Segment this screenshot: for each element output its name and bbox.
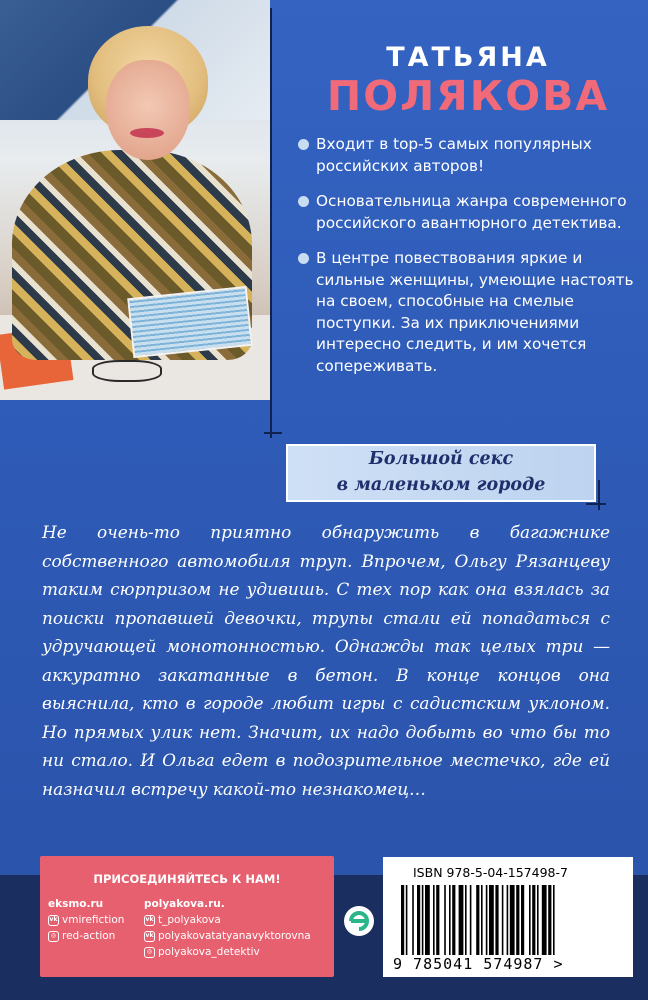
author-site-link[interactable]: polyakova.ru. — [144, 898, 225, 910]
bullet-text: В центре повествования яркие и сильные женщины, умеющие настоять на своем, способные на смелые поступки. За их приключениями интересно следить, и им хочется сопереживать. — [316, 249, 634, 375]
barcode-bar — [412, 885, 414, 955]
isbn-digits: 9 785041 574987 > — [393, 955, 564, 973]
social-handle: vmirefiction — [62, 914, 125, 926]
social-vk-link[interactable] — [48, 912, 124, 928]
barcode-bar — [532, 885, 535, 955]
barcode-bar — [548, 885, 551, 955]
book-title-line1: Большой секс — [368, 449, 514, 469]
social-handle: t_polyakova — [158, 914, 221, 926]
eksmo-logo-icon — [342, 904, 376, 938]
barcode-bar — [489, 885, 494, 955]
barcode-bar — [452, 885, 455, 955]
author-first-name: ТАТЬЯНА — [386, 42, 550, 73]
barcode-bar — [486, 885, 488, 955]
barcode-bar — [510, 885, 515, 955]
social-instagram-link[interactable] — [144, 944, 311, 960]
instagram-icon: ◎ — [48, 931, 59, 942]
barcode-bar — [417, 885, 420, 955]
barcode-bar — [542, 885, 547, 955]
author-photo — [0, 0, 270, 400]
barcode-bar — [444, 885, 446, 955]
barcode-bar — [529, 885, 531, 955]
bullet-icon — [298, 196, 309, 207]
barcode-bar — [465, 885, 467, 955]
barcode-bar — [401, 885, 404, 955]
barcode-bar — [422, 885, 424, 955]
book-title — [286, 446, 596, 498]
social-handle: red-action — [62, 930, 116, 942]
barcode-bar — [507, 885, 509, 955]
decor-line — [270, 8, 272, 438]
barcode-bar — [495, 885, 498, 955]
barcode-bar — [425, 885, 430, 955]
barcode-bar — [553, 885, 555, 955]
list-item — [296, 248, 636, 377]
decor-line — [598, 480, 600, 510]
eksmo-site-link[interactable]: eksmo.ru — [48, 898, 104, 910]
bullet-text: Входит в top-5 самых популярных российских авторов! — [316, 135, 592, 175]
author-facts-list — [296, 134, 636, 391]
barcode-bar — [470, 885, 472, 955]
bullet-icon — [298, 253, 309, 264]
social-heading: ПРИСОЕДИНЯЙТЕСЬ К НАМ! — [93, 872, 281, 886]
barcode-bar — [449, 885, 451, 955]
social-vk-link[interactable] — [144, 928, 311, 944]
social-panel — [40, 856, 334, 977]
barcode-bar — [481, 885, 483, 955]
barcode-bar — [406, 885, 408, 955]
book-title-line2: в маленьком городе — [336, 475, 546, 495]
list-item — [296, 134, 636, 177]
barcode-bar — [476, 885, 479, 955]
list-item — [296, 191, 636, 234]
isbn-barcode-box — [383, 857, 633, 977]
vk-icon: vk — [144, 931, 155, 942]
barcode-bar — [502, 885, 504, 955]
instagram-icon: ◎ — [144, 947, 155, 958]
barcode-bar — [436, 885, 439, 955]
decor-line — [264, 432, 282, 434]
social-column-author — [144, 896, 311, 960]
vk-icon: vk — [144, 915, 155, 926]
barcode-bar — [433, 885, 435, 955]
social-column-eksmo — [48, 896, 124, 944]
barcode-bar — [516, 885, 519, 955]
barcode-bar — [537, 885, 539, 955]
barcode-bar — [521, 885, 524, 955]
isbn-label: ISBN 978-5-04-157498-7 — [413, 865, 568, 880]
book-blurb: Не очень-то приятно обнаружить в багажнике собственного автомобиля труп. Впрочем, Ольгу Рязанцеву таким сюрпризом не удивишь. С тех пор как она взялась за поиски пропавшей девочки, трупы стали ей попадаться с удручающей монотонностью. Однажды так целых три — аккуратно закатанные в бетон. В конце концов она выяснила, кто в городе любит игры с садистским уклоном. Но прямых улик нет. Значит, их надо добыть во что бы то ни стало. И Ольга едет в подозрительное местечко, где ей назначил встречу какой-то незнакомец… — [42, 522, 610, 799]
social-handle: polyakovatatyanavyktorovna — [158, 930, 311, 942]
barcode-bar — [459, 885, 464, 955]
author-last-name: ПОЛЯКОВА — [326, 72, 610, 120]
barcode-graphic — [401, 885, 601, 955]
social-instagram-link[interactable] — [48, 928, 124, 944]
vk-icon: vk — [48, 915, 59, 926]
decor-line — [586, 503, 606, 505]
bullet-icon — [298, 139, 309, 150]
social-vk-link[interactable] — [144, 912, 311, 928]
bullet-text: Основательница жанра современного российского авантюрного детектива. — [316, 192, 627, 232]
social-handle: polyakova_detektiv — [158, 946, 260, 958]
